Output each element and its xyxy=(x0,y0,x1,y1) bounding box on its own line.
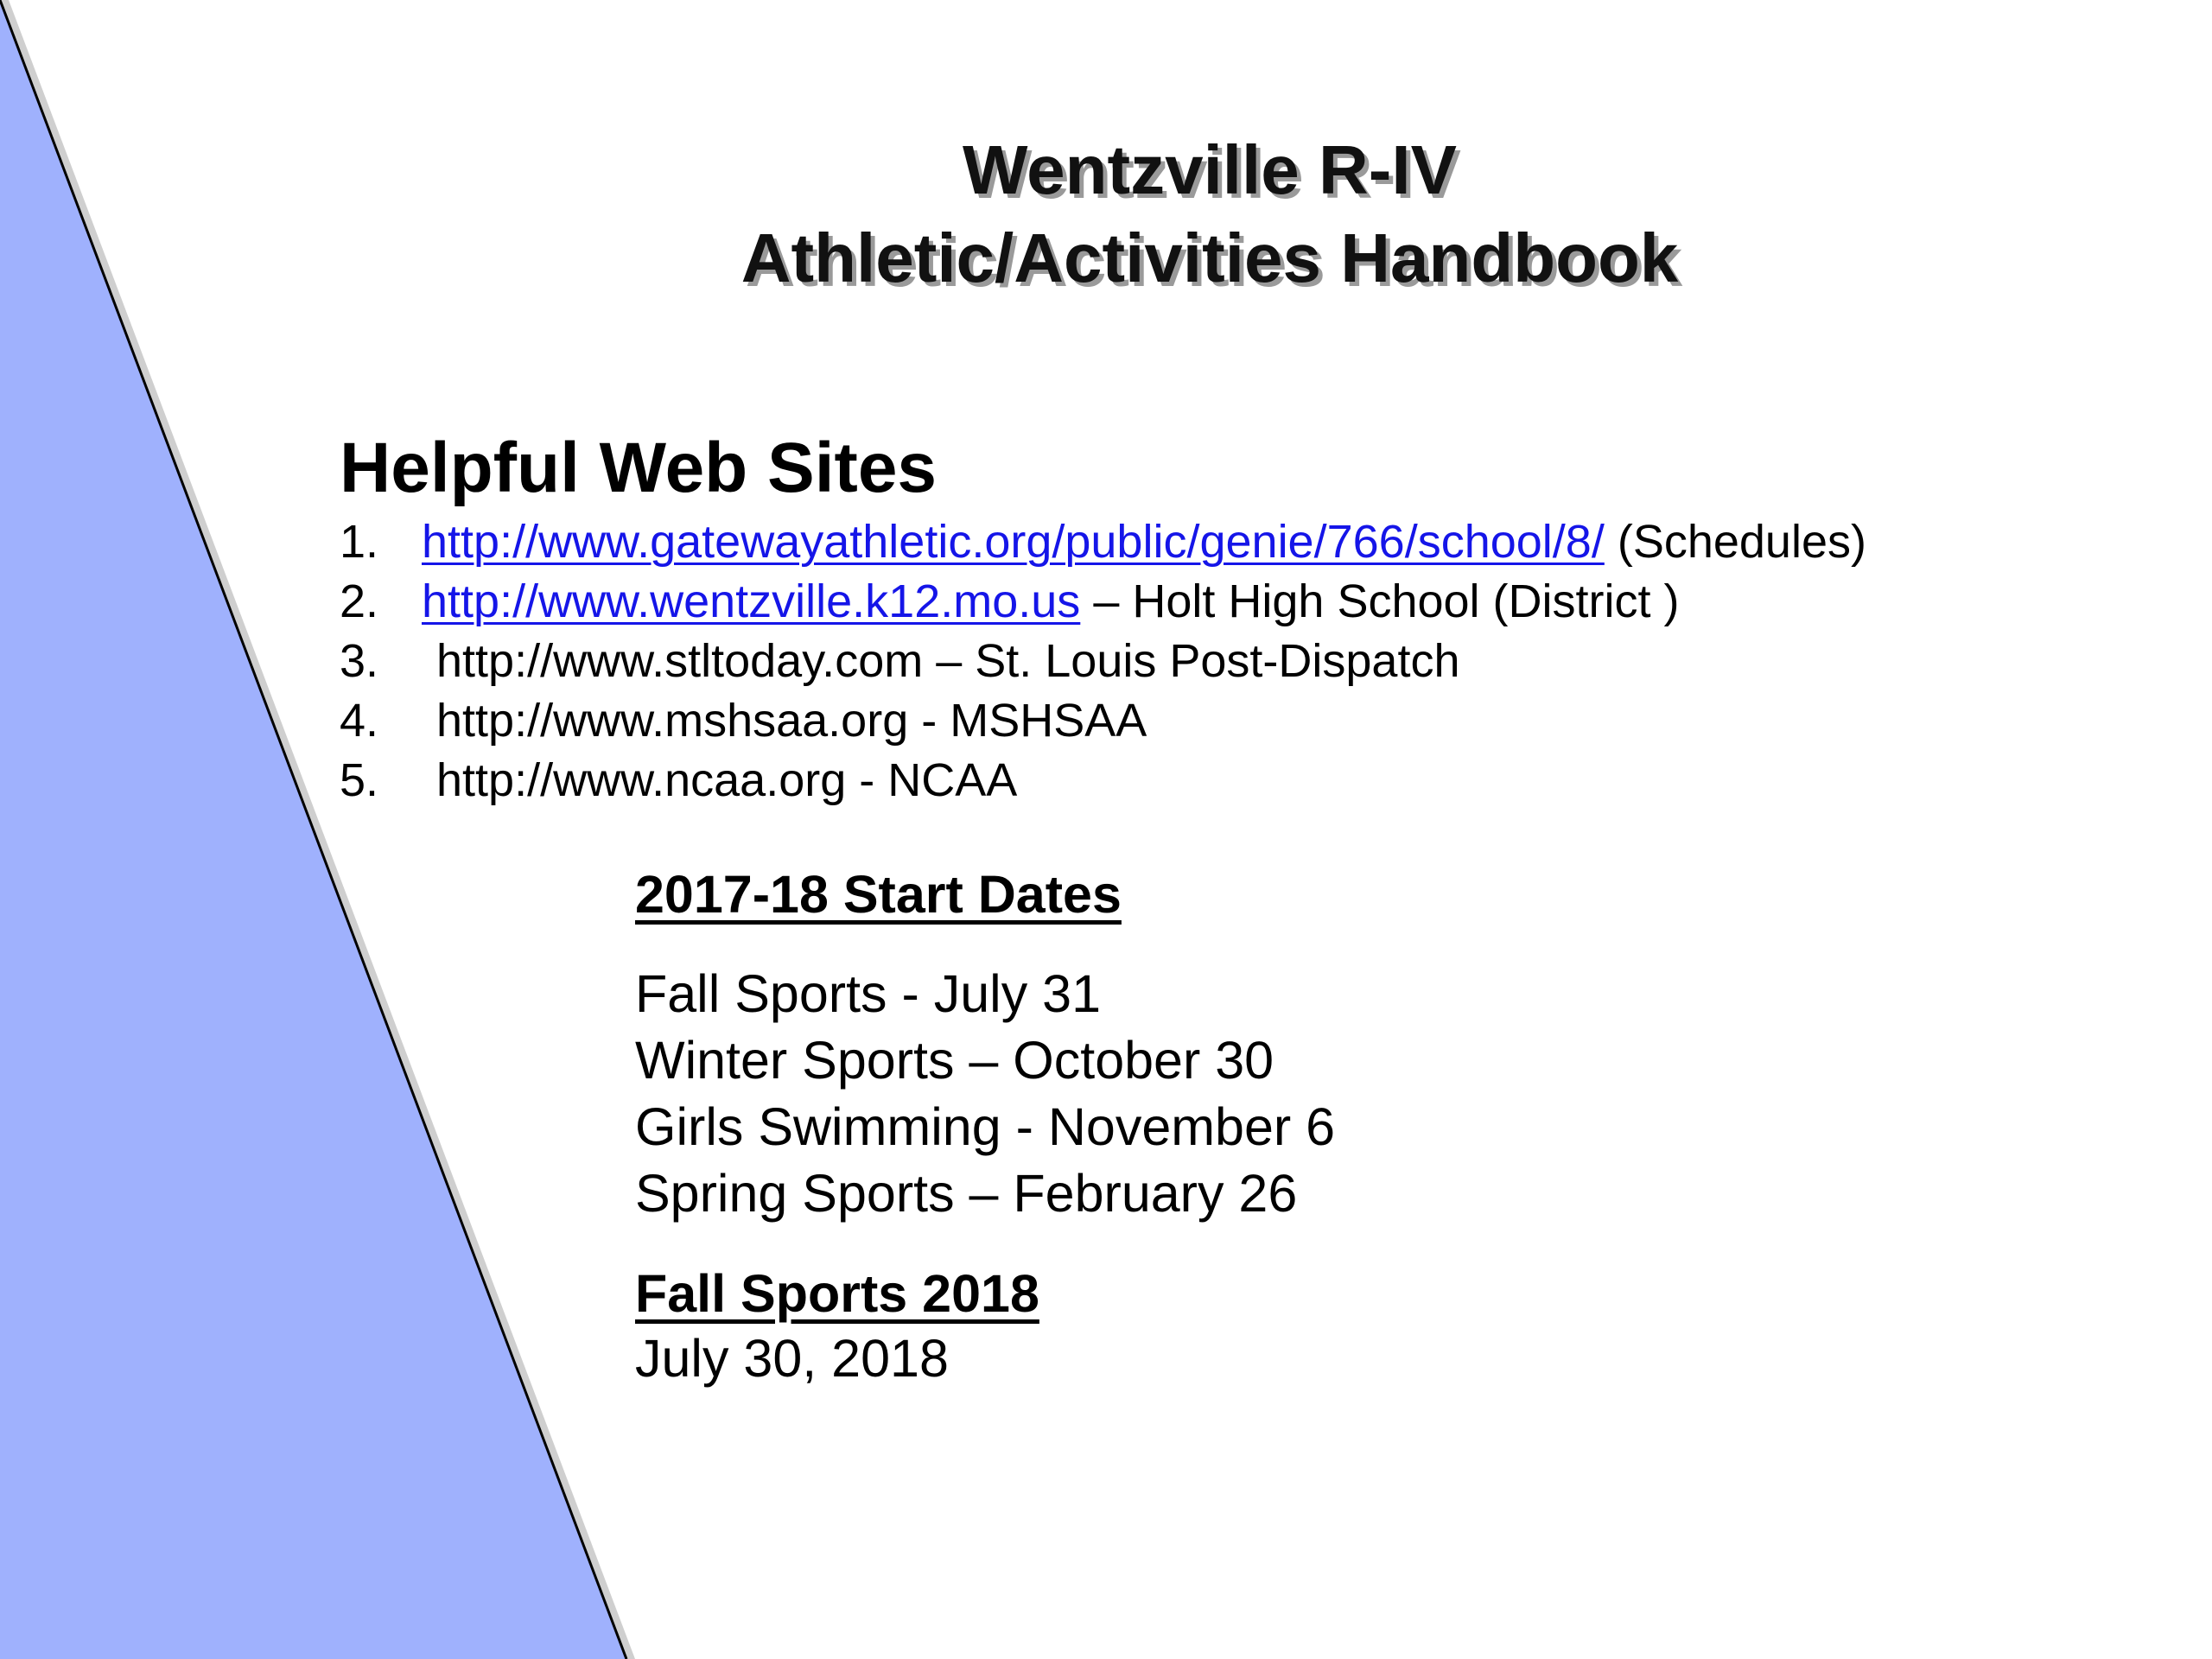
gatewayathletic-link[interactable]: http://www.gatewayathletic.org/public/genie/766/school/8/ xyxy=(422,516,1605,568)
list-number: 4. xyxy=(340,695,379,747)
title-line-1: Wentzville R-IV xyxy=(963,131,1457,208)
title-line-2: Athletic/Activities Handbook xyxy=(741,219,1679,296)
list-item-text xyxy=(422,571,1680,632)
start-dates-heading: 2017-18 Start Dates xyxy=(635,865,1122,924)
list-item-text: http://www.stltoday.com – St. Louis Post-Dispatch xyxy=(436,635,1460,687)
list-item-text: http://www.ncaa.org - NCAA xyxy=(436,754,1018,806)
list-item-text xyxy=(422,512,1866,572)
link-description: – Holt High School (District ) xyxy=(1080,575,1680,627)
start-date-item: Girls Swimming - November 6 xyxy=(635,1097,1336,1156)
list-number: 5. xyxy=(340,754,379,806)
list-number: 3. xyxy=(340,635,379,687)
list-number: 1. xyxy=(340,516,379,568)
list-item-text: http://www.mshsaa.org - MSHSAA xyxy=(436,695,1147,747)
list-number: 2. xyxy=(340,575,379,627)
fall-sports-2018-date: July 30, 2018 xyxy=(635,1329,949,1388)
fall-sports-2018-heading: Fall Sports 2018 xyxy=(635,1264,1039,1323)
helpful-sites-heading: Helpful Web Sites xyxy=(340,429,938,507)
link-description: (Schedules) xyxy=(1604,516,1866,568)
start-date-item: Fall Sports - July 31 xyxy=(635,964,1102,1023)
wentzville-district-link[interactable]: http://www.wentzville.k12.mo.us xyxy=(422,575,1081,627)
start-date-item: Spring Sports – February 26 xyxy=(635,1164,1298,1223)
start-date-item: Winter Sports – October 30 xyxy=(635,1031,1274,1090)
